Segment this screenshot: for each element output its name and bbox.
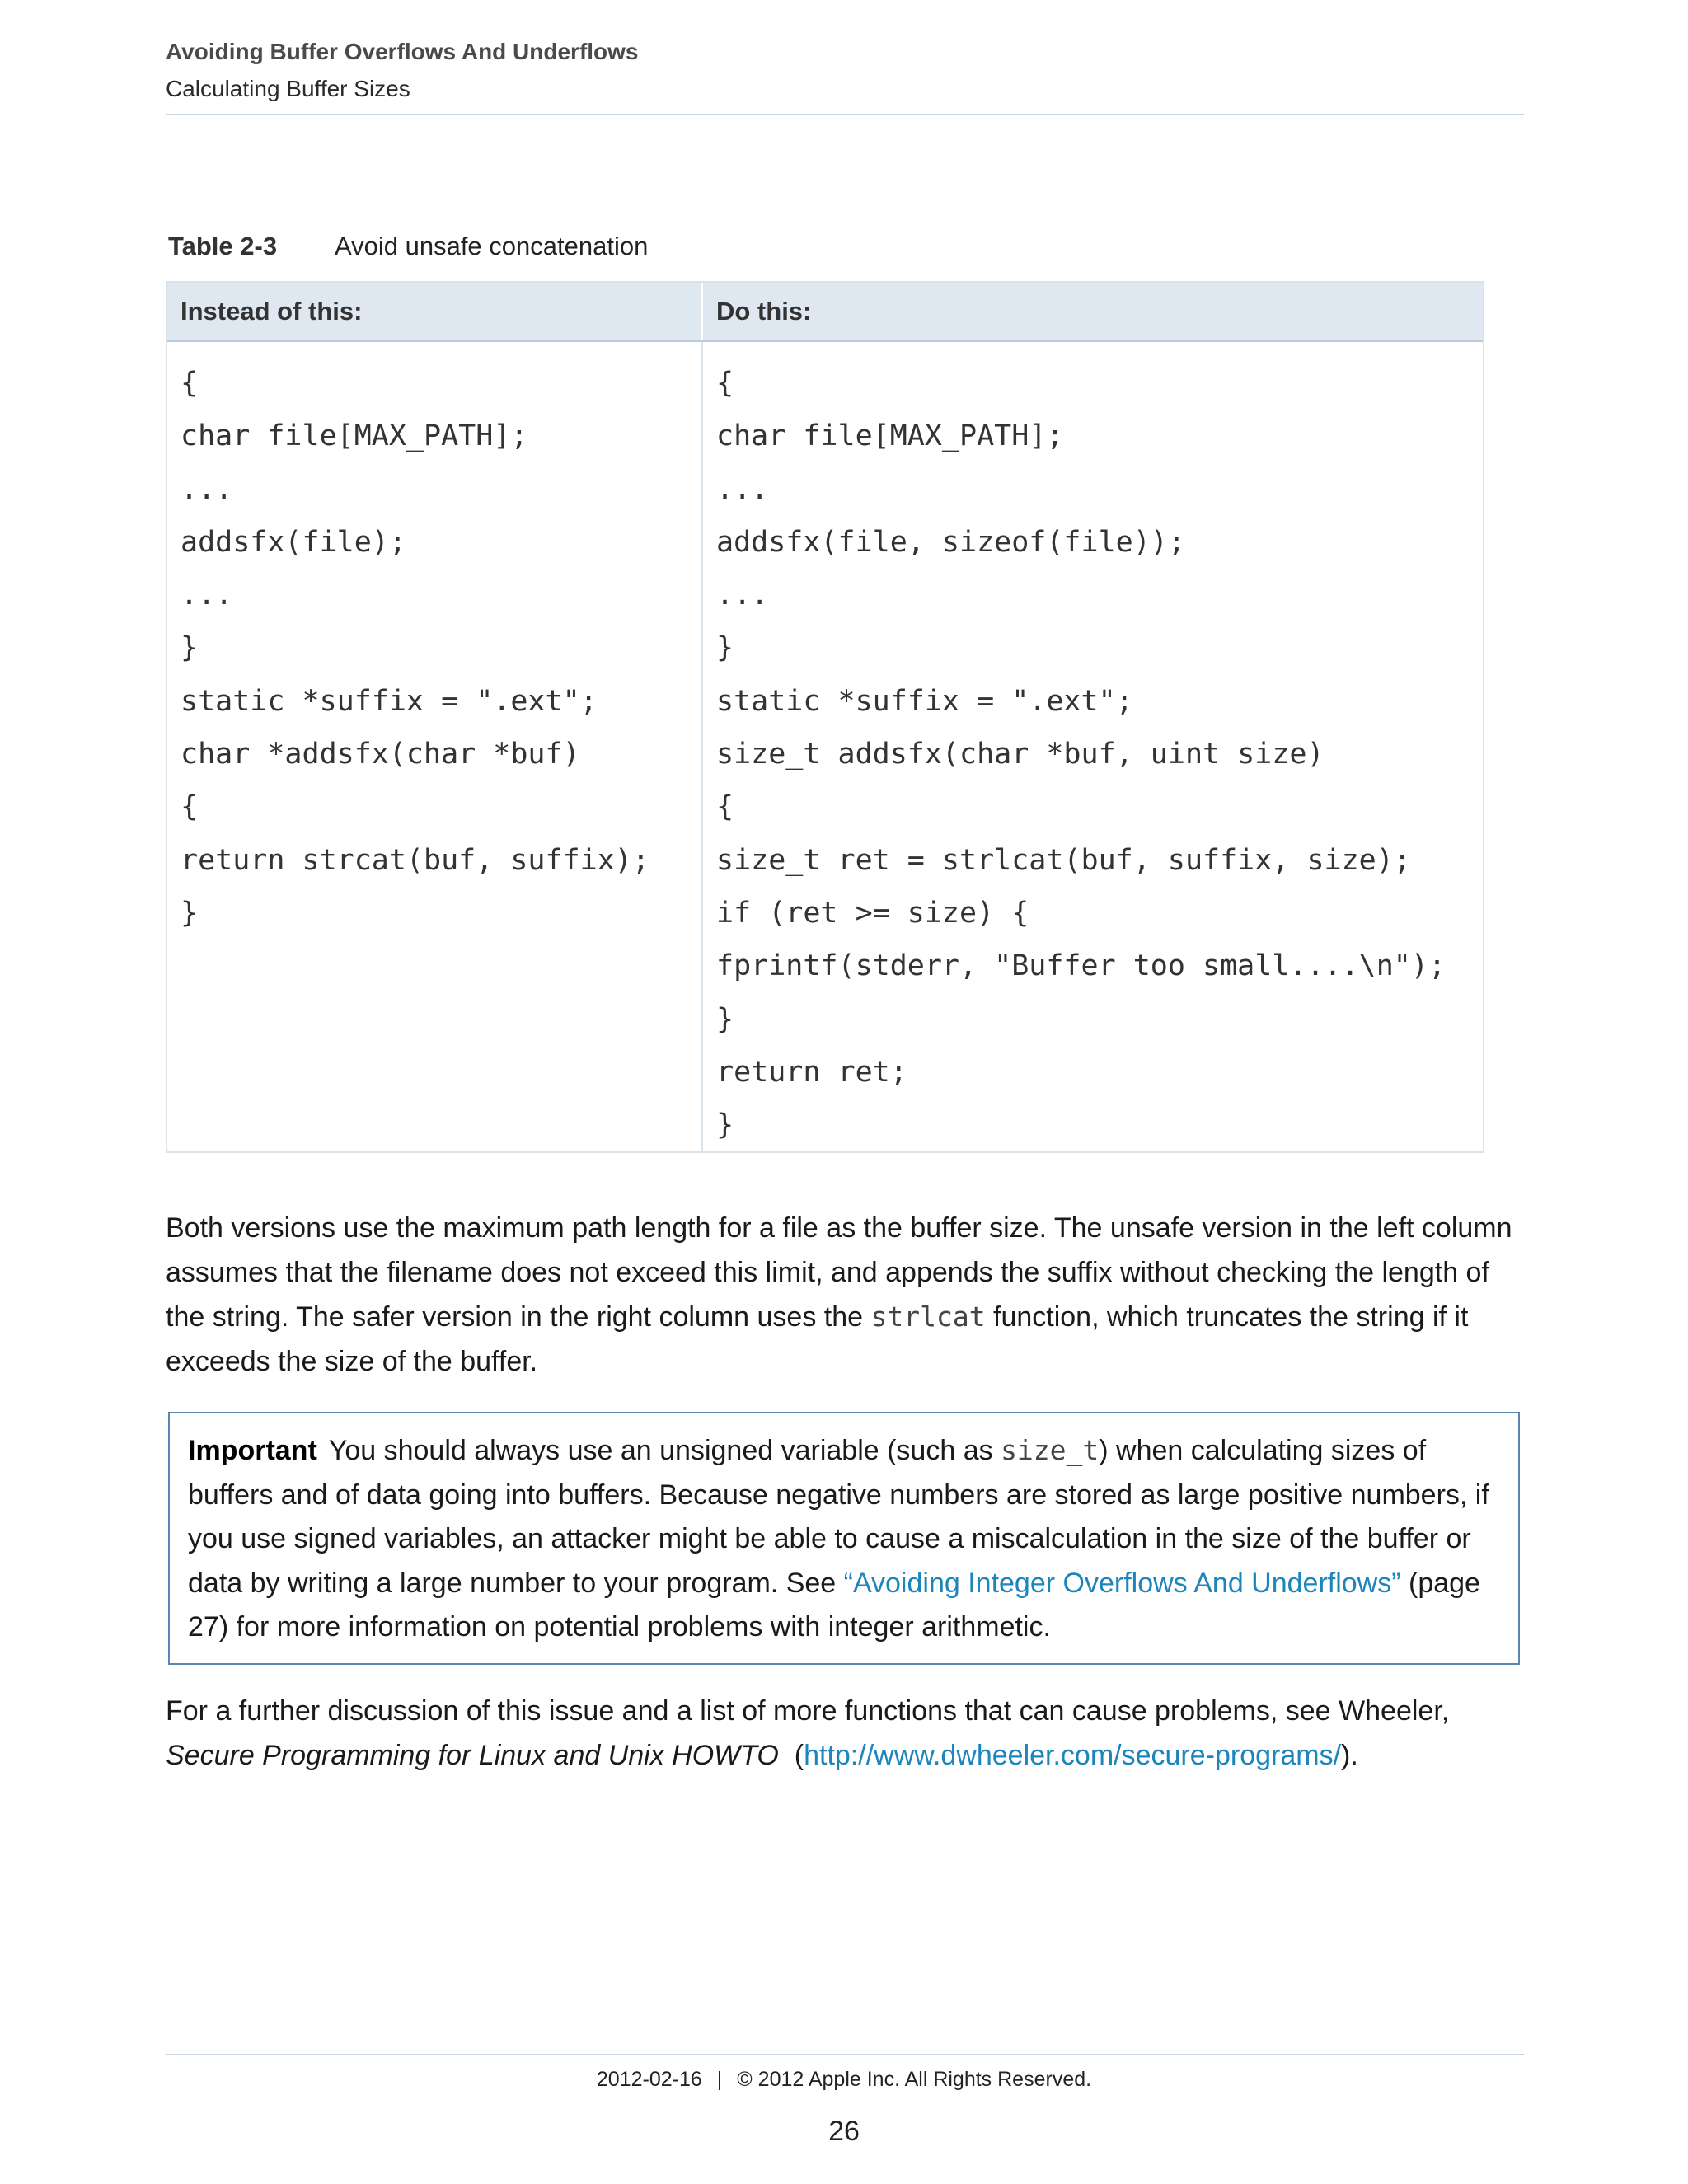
important-text: You should always use an unsigned variable (such as: [328, 1435, 1001, 1466]
table-caption: [168, 232, 648, 261]
header-column-divider: [701, 283, 703, 340]
footer: [0, 2068, 1688, 2092]
important-text: (page 27) for more information on potential problems with integer arithmetic.: [188, 1567, 1480, 1643]
code-line: {: [716, 790, 734, 824]
paragraph-text: Both versions use the maximum path length for a file as the buffer size. The unsafe version in the left column assumes that the filename does not exceed this limit, and appends the suffix without checking the length of the string. The safer version in the right column uses the: [166, 1212, 1512, 1333]
code-line: char file[MAX_PATH];: [716, 419, 1064, 453]
paragraph-text: (: [778, 1739, 804, 1771]
code-line: }: [716, 1108, 734, 1142]
table-caption-text: Avoid unsafe concatenation: [335, 232, 649, 260]
integer-overflow-link[interactable]: “Avoiding Integer Overflows And Underflows”: [843, 1567, 1401, 1599]
footer-copyright: © 2012 Apple Inc. All Rights Reserved.: [737, 2068, 1092, 2091]
page-number: 26: [828, 2116, 860, 2147]
code-line: static *suffix = ".ext";: [716, 684, 1133, 718]
dwheeler-url-link[interactable]: http://www.dwheeler.com/secure-programs/: [804, 1739, 1342, 1771]
inline-code-strlcat: strlcat: [870, 1301, 986, 1333]
body-paragraph-buffer-size: [166, 1207, 1527, 1384]
code-line: ...: [181, 472, 233, 506]
code-line: ...: [716, 472, 769, 506]
table-caption-label: Table 2-3: [168, 232, 278, 260]
header-divider: [166, 114, 1524, 115]
paragraph-text: function, which truncates the string if it exceeds the size of the buffer.: [166, 1301, 1469, 1377]
comparison-table: [166, 281, 1484, 1153]
code-line: return strcat(buf, suffix);: [181, 843, 649, 877]
code-line: }: [716, 1002, 734, 1036]
important-label: Important: [188, 1435, 317, 1466]
code-line: char file[MAX_PATH];: [181, 419, 528, 453]
column-divider: [701, 342, 703, 1151]
code-line: ...: [716, 579, 769, 612]
code-line: if (ret >= size) {: [716, 896, 1029, 930]
book-title: Secure Programming for Linux and Unix HOWTO: [166, 1739, 779, 1771]
unsafe-code-column: [181, 357, 649, 940]
footer-date: 2012-02-16: [596, 2068, 702, 2091]
table-header-instead: Instead of this:: [181, 297, 363, 326]
code-line: }: [181, 631, 199, 665]
code-line: return ret;: [716, 1055, 907, 1089]
body-paragraph-further-discussion: [166, 1690, 1527, 1778]
table-header-row: [167, 283, 1483, 342]
code-line: static *suffix = ".ext";: [181, 684, 598, 718]
code-line: {: [716, 367, 734, 400]
code-line: ...: [181, 579, 233, 612]
code-line: {: [181, 367, 199, 400]
footer-separator: |: [716, 2068, 723, 2091]
code-line: fprintf(stderr, "Buffer too small....\n");: [716, 949, 1447, 983]
important-callout: [168, 1412, 1520, 1665]
code-line: addsfx(file);: [181, 525, 406, 559]
paragraph-text: ).: [1341, 1739, 1358, 1771]
code-line: {: [181, 790, 199, 824]
running-header-chapter: Avoiding Buffer Overflows And Underflows: [166, 39, 639, 64]
code-line: size_t ret = strlcat(buf, suffix, size);: [716, 843, 1411, 877]
important-text: ) when calculating sizes of buffers and of data going into buffers. Because negative numbers are stored as large positive numbers, if you use signed variables, an attacker might be able to cause a miscalculation in the size of the buffer or data by writing a large number to your program. See: [188, 1435, 1489, 1599]
code-line: addsfx(file, sizeof(file));: [716, 525, 1185, 559]
code-line: size_t addsfx(char *buf, uint size): [716, 738, 1325, 771]
code-line: char *addsfx(char *buf): [181, 738, 580, 771]
paragraph-text: For a further discussion of this issue and a list of more functions that can cause problems, see Wheeler,: [166, 1695, 1450, 1727]
code-line: }: [716, 631, 734, 665]
running-header-section: Calculating Buffer Sizes: [166, 76, 410, 101]
inline-code-size-t: size_t: [1001, 1434, 1100, 1466]
table-header-do-this: Do this:: [716, 297, 812, 326]
safe-code-column: [716, 357, 1446, 1151]
footer-divider: [166, 2054, 1524, 2055]
code-line: }: [181, 896, 199, 930]
